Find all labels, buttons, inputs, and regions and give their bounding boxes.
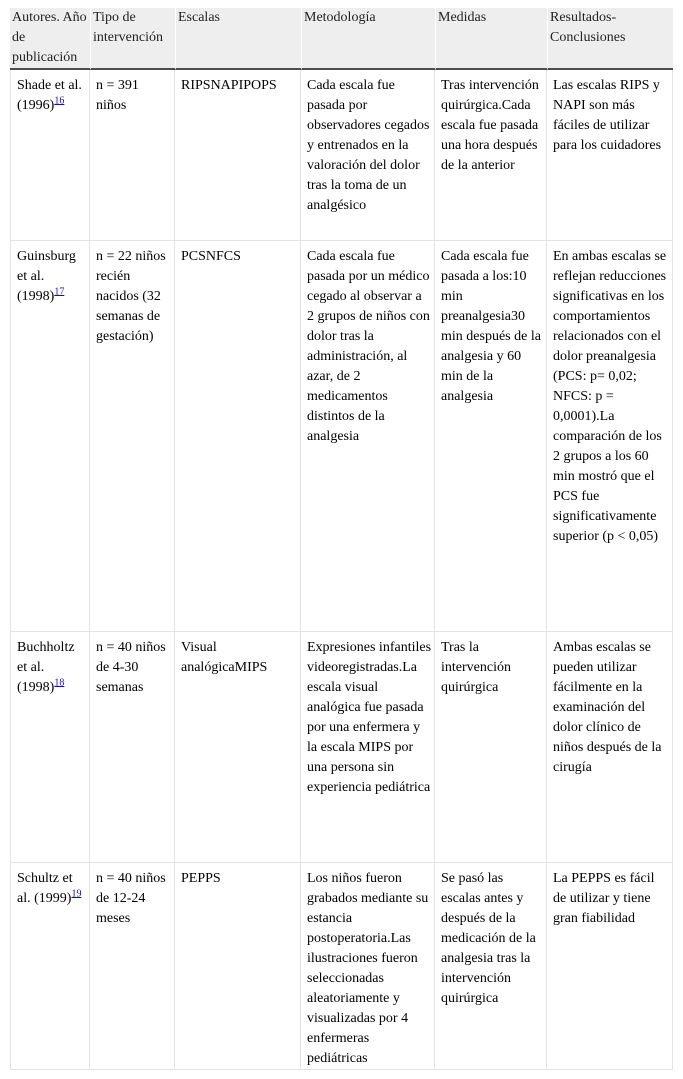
cell-escalas: PCSNFCS — [175, 241, 301, 632]
cell-escalas: RIPSNAPIPOPS — [175, 70, 301, 241]
cell-tipo: n = 391 niños — [90, 70, 175, 241]
cell-metodologia: Cada escala fue pasada por observadores cegados y entrenados en la valoración del dolor tras la toma de un analgésico — [301, 70, 435, 241]
table-row — [10, 632, 673, 863]
cell-tipo: n = 22 niños recién nacidos (32 semanas de gestación) — [90, 241, 175, 632]
cell-resultados: En ambas escalas se reflejan reducciones significativas en los comportamientos relacionados con el dolor preanalgesia (PCS: p= 0,02; NFCS: p = 0,0001).La comparación de los 2 grupos a los 60 min mostró que el PCS fue significativamente superior (p < 0,05) — [547, 241, 673, 632]
cell-author: Guinsburg et al. (1998)$^{17}$ — [10, 241, 90, 632]
cell-author: Shade et al. (1996)$^{16}$ — [10, 70, 90, 241]
table-row — [10, 863, 673, 1070]
header-medidas: Medidas — [435, 8, 547, 70]
cell-tipo: n = 40 niños de 12-24 meses — [90, 863, 175, 1070]
cell-resultados: Las escalas RIPS y NAPI son más fáciles de utilizar para los cuidadores — [547, 70, 673, 241]
reference-link[interactable]: 19 — [71, 888, 82, 900]
reference-link[interactable]: 17 — [54, 286, 65, 298]
cell-metodologia: Cada escala fue pasada por un médico cegado al observar a 2 grupos de niños con dolor tras la administración, al azar, de 2 medicamentos distintos de la analgesia — [301, 241, 435, 632]
table-row — [10, 70, 673, 241]
studies-table — [10, 8, 673, 1070]
cell-resultados: Ambas escalas se pueden utilizar fácilmente en la examinación del dolor clínico de niños después de la cirugía — [547, 632, 673, 863]
reference-link[interactable]: 18 — [54, 677, 65, 689]
table-row — [10, 241, 673, 632]
header-autores: Autores. Año de publicación — [10, 8, 90, 70]
cell-escalas: PEPPS — [175, 863, 301, 1070]
cell-medidas: Tras la intervención quirúrgica — [435, 632, 547, 863]
table-header-row — [10, 8, 673, 70]
reference-link[interactable]: 16 — [54, 95, 65, 107]
table-container — [10, 8, 673, 1070]
cell-medidas: Se pasó las escalas antes y después de la medicación de la analgesia tras la intervención quirúrgica — [435, 863, 547, 1070]
cell-resultados: La PEPPS es fácil de utilizar y tiene gran fiabilidad — [547, 863, 673, 1070]
header-escalas: Escalas — [175, 8, 301, 70]
cell-metodologia: Expresiones infantiles videoregistradas.La escala visual analógica fue pasada por una enfermera y la escala MIPS por una persona sin experiencia pediátrica — [301, 632, 435, 863]
cell-author: Schultz et al. (1999)$^{19}$ — [10, 863, 90, 1070]
cell-escalas: Visual analógicaMIPS — [175, 632, 301, 863]
header-resultados: Resultados-Conclusiones — [547, 8, 673, 70]
header-tipo: Tipo de intervención — [90, 8, 175, 70]
cell-metodologia: Los niños fueron grabados mediante su estancia postoperatoria.Las ilustraciones fueron seleccionadas aleatoriamente y visualizadas por 4 enfermeras pediátricas — [301, 863, 435, 1070]
header-metodologia: Metodología — [301, 8, 435, 70]
cell-tipo: n = 40 niños de 4-30 semanas — [90, 632, 175, 863]
cell-medidas: Cada escala fue pasada a los:10 min preanalgesia30 min después de la analgesia y 60 min de la analgesia — [435, 241, 547, 632]
cell-medidas: Tras intervención quirúrgica.Cada escala fue pasada una hora después de la anterior — [435, 70, 547, 241]
cell-author: Buchholtz et al. (1998)$^{18}$ — [10, 632, 90, 863]
